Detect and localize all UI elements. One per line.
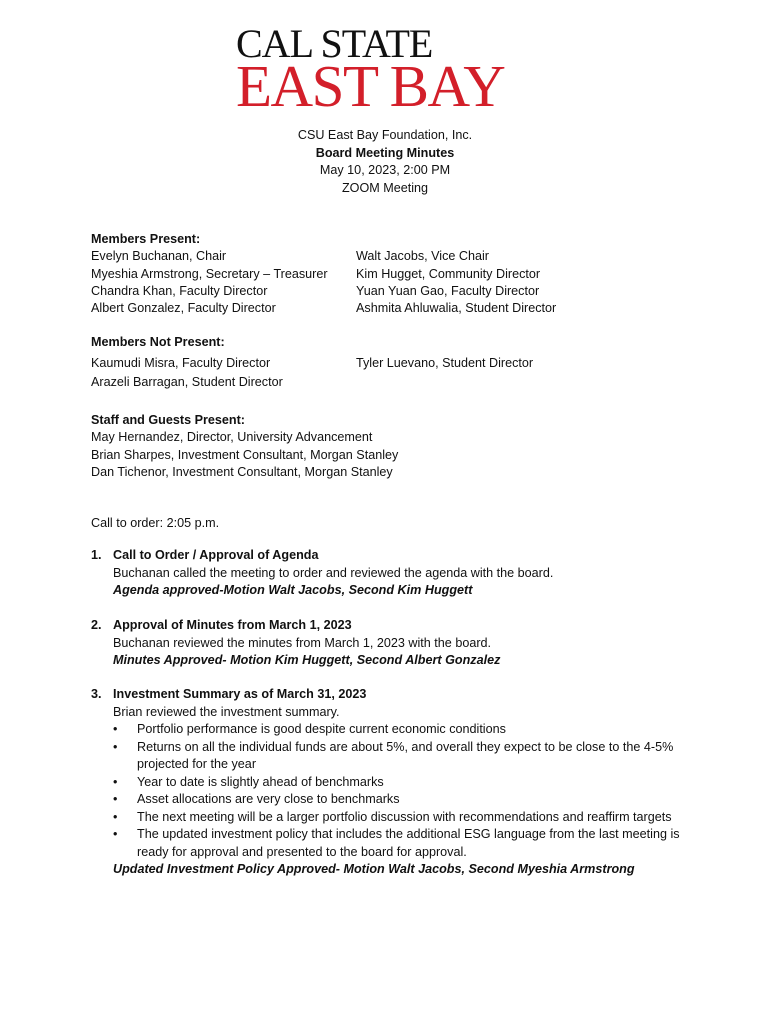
agenda-item-title: Call to Order / Approval of Agenda (113, 548, 319, 562)
agenda-item-title: Approval of Minutes from March 1, 2023 (113, 618, 352, 632)
members-present-right-column (356, 248, 556, 317)
bullet-icon: • (113, 792, 118, 806)
cal-state-east-bay-logo (236, 21, 536, 119)
members-present-heading: Members Present: (91, 232, 201, 246)
member-name: Yuan Yuan Gao, Faculty Director (356, 283, 540, 298)
agenda-item-number: 2. (91, 618, 102, 632)
agenda-item-motion: Minutes Approved- Motion Kim Huggett, Second Albert Gonzalez (113, 653, 501, 667)
member-name: Myeshia Armstrong, Secretary – Treasurer (91, 266, 328, 281)
members-present-section (91, 231, 328, 317)
members-not-present-right-column (356, 355, 533, 372)
bullet-item: • The next meeting will be a larger portfolio discussion with recommendations and reaffirm targets (113, 809, 689, 827)
bullet-icon: • (113, 809, 118, 824)
agenda-item-text: Buchanan reviewed the minutes from March 1, 2023 with the board. (113, 635, 492, 650)
member-name: Walt Jacobs, Vice Chair (356, 249, 489, 264)
bullet-icon: • (113, 722, 118, 736)
logo-line-1: CAL STATE (236, 21, 433, 66)
member-name: Ashmita Ahluwalia, Student Director (356, 301, 557, 316)
bullet-icon: • (113, 774, 118, 789)
agenda-item-text: Buchanan called the meeting to order and reviewed the agenda with the board. (113, 565, 554, 580)
agenda-item-text: Brian reviewed the investment summary. (113, 704, 340, 719)
agenda-item-motion: Agenda approved-Motion Walt Jacobs, Second Kim Huggett (113, 583, 473, 597)
call-to-order-section (91, 515, 219, 532)
logo-line-2: EAST BAY (236, 53, 505, 119)
member-name: Arazeli Barragan, Student Director (91, 375, 283, 389)
agenda-item-number: 1. (91, 548, 102, 562)
staff-name: Brian Sharpes, Investment Consultant, Morgan Stanley (91, 447, 399, 462)
investment-summary-bullets (91, 721, 689, 861)
bullet-item: • Returns on all the individual funds are about 5%, and overall they expect to be close to the 4-5% projected for the year (113, 739, 674, 771)
bullet-item: • The updated investment policy that includes the additional ESG language from the last meeting is ready for approval and presented to the board for approval. (113, 827, 680, 859)
meeting-date: May 10, 2023, 2:00 PM (319, 163, 451, 177)
staff-guests-heading: Staff and Guests Present: (91, 413, 245, 427)
member-name: Kim Hugget, Community Director (356, 266, 541, 281)
staff-guests-section (91, 412, 398, 481)
agenda-item-1 (91, 547, 711, 600)
document-title: Board Meeting Minutes (315, 145, 455, 160)
bullet-item: • Asset allocations are very close to benchmarks (113, 791, 689, 809)
member-name: Albert Gonzalez, Faculty Director (91, 301, 276, 316)
member-name: Chandra Khan, Faculty Director (91, 283, 268, 298)
staff-name: Dan Tichenor, Investment Consultant, Morgan Stanley (91, 464, 393, 479)
members-not-present-heading: Members Not Present: (91, 335, 225, 349)
agenda-item-title: Investment Summary as of March 31, 2023 (113, 687, 367, 701)
staff-name: May Hernandez, Director, University Advancement (91, 430, 373, 445)
call-to-order-text: Call to order: 2:05 p.m. (91, 516, 220, 530)
member-name: Kaumudi Misra, Faculty Director (91, 355, 271, 370)
agenda-item-3 (91, 686, 711, 879)
agenda-item-2 (91, 617, 711, 670)
bullet-icon: • (113, 827, 118, 841)
organization-name: CSU East Bay Foundation, Inc. (297, 128, 473, 142)
bullet-icon: • (113, 739, 118, 754)
bullet-item: • Year to date is slightly ahead of benchmarks (113, 774, 689, 792)
agenda-item-number: 3. (91, 687, 102, 701)
member-name: Tyler Luevano, Student Director (356, 355, 534, 370)
document-header (0, 127, 770, 197)
agenda-item-motion: Updated Investment Policy Approved- Motion Walt Jacobs, Second Myeshia Armstrong (113, 862, 635, 876)
members-not-present-section (91, 334, 283, 391)
member-name: Evelyn Buchanan, Chair (91, 249, 227, 264)
bullet-item: • Portfolio performance is good despite current economic conditions (113, 721, 689, 739)
meeting-location: ZOOM Meeting (341, 180, 429, 195)
